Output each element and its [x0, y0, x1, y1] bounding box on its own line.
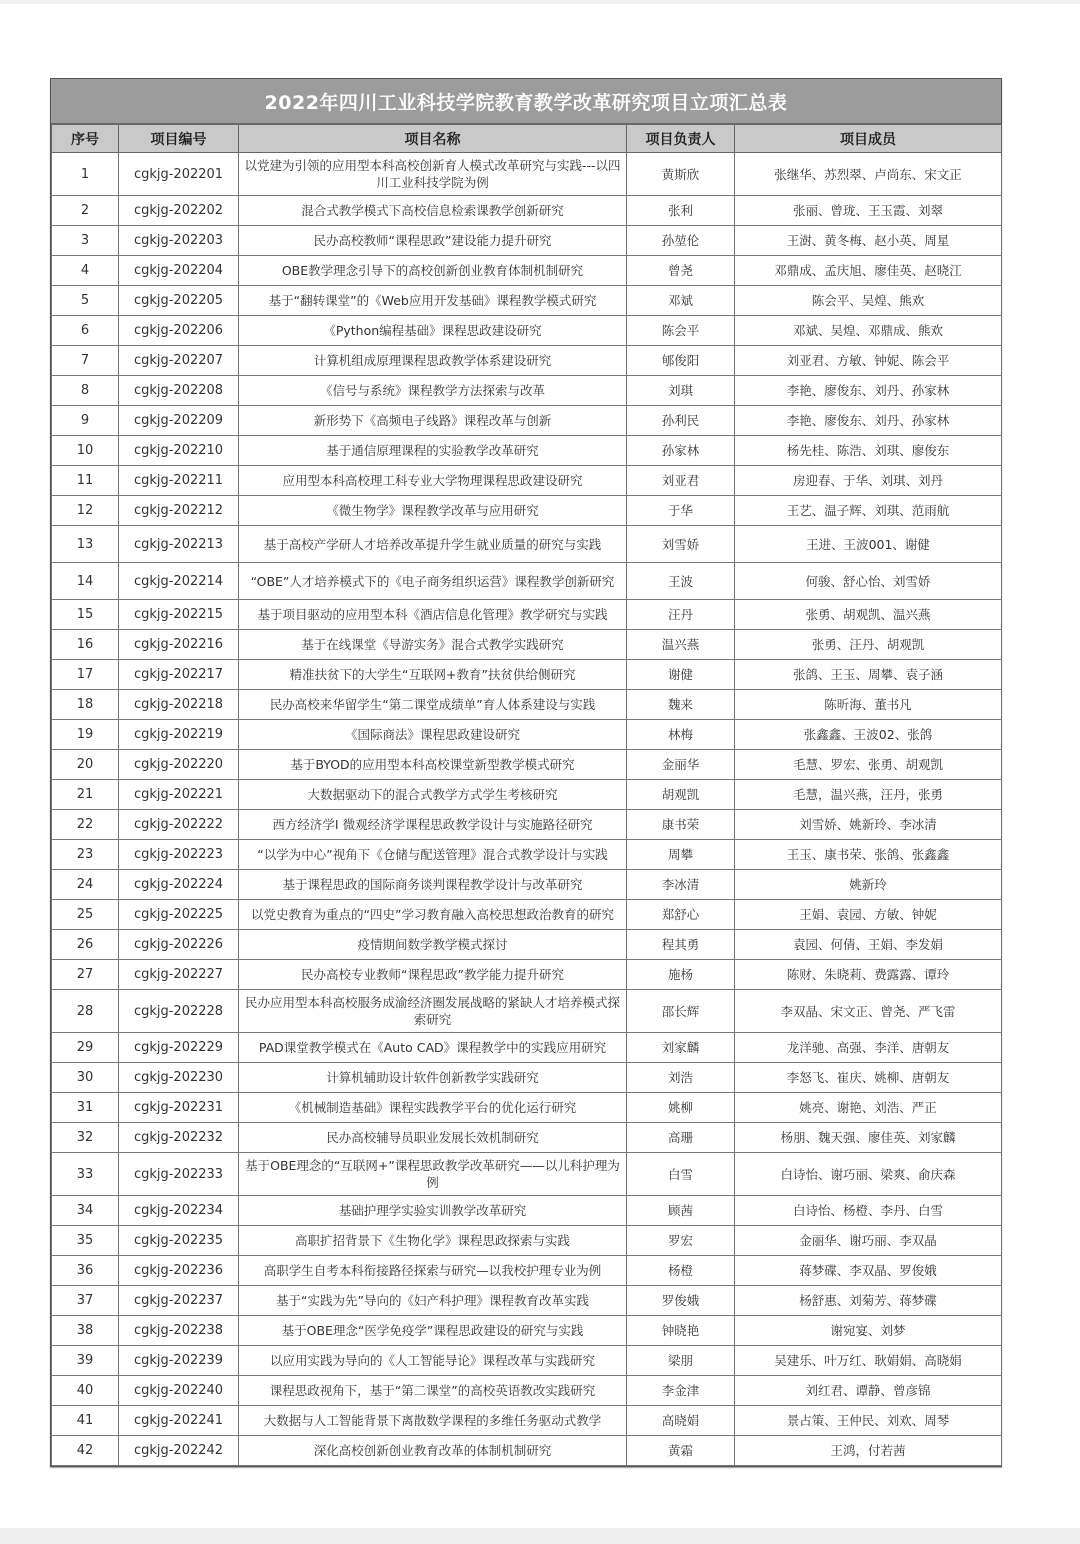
project-leader: 程其勇 — [627, 930, 735, 960]
row-number: 12 — [52, 496, 119, 526]
project-leader: 孙堃伦 — [627, 226, 735, 256]
project-members: 何骏、舒心怡、刘雪娇 — [735, 563, 1002, 600]
row-number: 1 — [52, 153, 119, 196]
table-row — [52, 406, 1002, 436]
project-code: cgkjg-202213 — [119, 526, 239, 563]
table-row — [52, 690, 1002, 720]
project-leader: 刘琪 — [627, 376, 735, 406]
project-code: cgkjg-202237 — [119, 1286, 239, 1316]
project-leader: 黄霜 — [627, 1436, 735, 1466]
table-row — [52, 1196, 1002, 1226]
project-members: 刘雪娇、姚新玲、李冰清 — [735, 810, 1002, 840]
project-leader: 王波 — [627, 563, 735, 600]
table-row — [52, 1376, 1002, 1406]
table-row — [52, 1406, 1002, 1436]
table-row — [52, 1153, 1002, 1196]
project-name: PAD课堂教学模式在《Auto CAD》课程教学中的实践应用研究 — [239, 1033, 627, 1063]
project-code: cgkjg-202201 — [119, 153, 239, 196]
project-name: 《信号与系统》课程教学方法探索与改革 — [239, 376, 627, 406]
project-name: 新形势下《高频电子线路》课程改革与创新 — [239, 406, 627, 436]
project-leader: 郇俊阳 — [627, 346, 735, 376]
project-members: 杨朋、魏天强、廖佳英、刘家麟 — [735, 1123, 1002, 1153]
project-code: cgkjg-202215 — [119, 600, 239, 630]
table-row — [52, 600, 1002, 630]
table-row — [52, 526, 1002, 563]
project-code: cgkjg-202211 — [119, 466, 239, 496]
project-name: 应用型本科高校理工科专业大学物理课程思政建设研究 — [239, 466, 627, 496]
project-name: 《机械制造基础》课程实践教学平台的优化运行研究 — [239, 1093, 627, 1123]
project-leader: 罗俊娥 — [627, 1286, 735, 1316]
table-row — [52, 810, 1002, 840]
project-table — [51, 124, 1002, 1466]
row-number: 37 — [52, 1286, 119, 1316]
project-members: 姚亮、谢艳、刘浩、严正 — [735, 1093, 1002, 1123]
project-code: cgkjg-202207 — [119, 346, 239, 376]
project-name: 大数据与人工智能背景下离散数学课程的多维任务驱动式教学 — [239, 1406, 627, 1436]
project-code: cgkjg-202228 — [119, 990, 239, 1033]
project-code: cgkjg-202227 — [119, 960, 239, 990]
project-code: cgkjg-202202 — [119, 196, 239, 226]
project-members: 谢宛宴、刘梦 — [735, 1316, 1002, 1346]
project-members: 张勇、汪丹、胡观凯 — [735, 630, 1002, 660]
row-number: 28 — [52, 990, 119, 1033]
project-members: 邓斌、吴煌、邓鼎成、熊欢 — [735, 316, 1002, 346]
row-number: 18 — [52, 690, 119, 720]
table-row — [52, 1093, 1002, 1123]
project-code: cgkjg-202216 — [119, 630, 239, 660]
row-number: 11 — [52, 466, 119, 496]
project-leader: 施杨 — [627, 960, 735, 990]
table-row — [52, 226, 1002, 256]
project-name: 基于OBE理念的“互联网+”课程思政教学改革研究——以儿科护理为例 — [239, 1153, 627, 1196]
project-members: 景占策、王仲民、刘欢、周琴 — [735, 1406, 1002, 1436]
project-leader: 林梅 — [627, 720, 735, 750]
project-name: 深化高校创新创业教育改革的体制机制研究 — [239, 1436, 627, 1466]
table-row — [52, 1063, 1002, 1093]
project-code: cgkjg-202238 — [119, 1316, 239, 1346]
table-row — [52, 196, 1002, 226]
project-code: cgkjg-202217 — [119, 660, 239, 690]
project-members: 李双晶、宋文正、曾尧、严飞雷 — [735, 990, 1002, 1033]
project-leader: 郑舒心 — [627, 900, 735, 930]
project-code: cgkjg-202206 — [119, 316, 239, 346]
row-number: 41 — [52, 1406, 119, 1436]
table-row — [52, 870, 1002, 900]
row-number: 26 — [52, 930, 119, 960]
project-members: 陈昕海、董书凡 — [735, 690, 1002, 720]
project-members: 刘亚君、方敏、钟妮、陈会平 — [735, 346, 1002, 376]
project-name: 民办高校专业教师“课程思政”教学能力提升研究 — [239, 960, 627, 990]
table-row — [52, 376, 1002, 406]
project-code: cgkjg-202240 — [119, 1376, 239, 1406]
project-name: 《国际商法》课程思政建设研究 — [239, 720, 627, 750]
project-members: 毛慧，温兴燕，汪丹，张勇 — [735, 780, 1002, 810]
table-row — [52, 750, 1002, 780]
project-members: 袁园、何倩、王娟、李发娟 — [735, 930, 1002, 960]
project-name: 民办高校辅导员职业发展长效机制研究 — [239, 1123, 627, 1153]
table-row — [52, 286, 1002, 316]
project-members: 张丽、曾珑、王玉霞、刘翠 — [735, 196, 1002, 226]
project-leader: 黄斯欣 — [627, 153, 735, 196]
row-number: 35 — [52, 1226, 119, 1256]
table-row — [52, 630, 1002, 660]
project-name: 以应用实践为导向的《人工智能导论》课程改革与实践研究 — [239, 1346, 627, 1376]
project-members: 吴建乐、叶万红、耿娟娟、高晓娟 — [735, 1346, 1002, 1376]
table-row — [52, 1316, 1002, 1346]
project-leader: 胡观凯 — [627, 780, 735, 810]
project-code: cgkjg-202204 — [119, 256, 239, 286]
header-no: 序号 — [52, 125, 119, 153]
project-leader: 邵长辉 — [627, 990, 735, 1033]
table-row — [52, 1436, 1002, 1466]
table-row — [52, 720, 1002, 750]
project-name: 基于通信原理课程的实验教学改革研究 — [239, 436, 627, 466]
row-number: 15 — [52, 600, 119, 630]
project-members: 王澍、黄冬梅、赵小英、周星 — [735, 226, 1002, 256]
project-leader: 康书荣 — [627, 810, 735, 840]
project-name: 基于“实践为先”导向的《妇产科护理》课程教育改革实践 — [239, 1286, 627, 1316]
project-code: cgkjg-202218 — [119, 690, 239, 720]
table-row — [52, 930, 1002, 960]
row-number: 40 — [52, 1376, 119, 1406]
table-row — [52, 900, 1002, 930]
project-name: 基于“翻转课堂”的《Web应用开发基础》课程教学模式研究 — [239, 286, 627, 316]
project-code: cgkjg-202226 — [119, 930, 239, 960]
table-row — [52, 1033, 1002, 1063]
table-row — [52, 316, 1002, 346]
table-row — [52, 436, 1002, 466]
table-row — [52, 1226, 1002, 1256]
row-number: 16 — [52, 630, 119, 660]
row-number: 39 — [52, 1346, 119, 1376]
project-members: 房迎春、于华、刘琪、刘丹 — [735, 466, 1002, 496]
project-code: cgkjg-202203 — [119, 226, 239, 256]
project-leader: 孙家林 — [627, 436, 735, 466]
project-leader: 梁朋 — [627, 1346, 735, 1376]
row-number: 14 — [52, 563, 119, 600]
row-number: 24 — [52, 870, 119, 900]
table-row — [52, 990, 1002, 1033]
project-code: cgkjg-202231 — [119, 1093, 239, 1123]
row-number: 7 — [52, 346, 119, 376]
table-row — [52, 153, 1002, 196]
header-members: 项目成员 — [735, 125, 1002, 153]
project-code: cgkjg-202241 — [119, 1406, 239, 1436]
row-number: 22 — [52, 810, 119, 840]
project-code: cgkjg-202239 — [119, 1346, 239, 1376]
project-code: cgkjg-202225 — [119, 900, 239, 930]
project-name: 计算机辅助设计软件创新教学实践研究 — [239, 1063, 627, 1093]
project-leader: 钟晓艳 — [627, 1316, 735, 1346]
project-members: 张继华、苏烈翠、卢尚东、宋文正 — [735, 153, 1002, 196]
project-code: cgkjg-202219 — [119, 720, 239, 750]
project-code: cgkjg-202208 — [119, 376, 239, 406]
project-name: 基于OBE理念“医学免疫学”课程思政建设的研究与实践 — [239, 1316, 627, 1346]
row-number: 13 — [52, 526, 119, 563]
project-name: 计算机组成原理课程思政教学体系建设研究 — [239, 346, 627, 376]
row-number: 34 — [52, 1196, 119, 1226]
project-members: 李艳、廖俊东、刘丹、孙家林 — [735, 376, 1002, 406]
project-name: OBE教学理念引导下的高校创新创业教育体制机制研究 — [239, 256, 627, 286]
project-name: 高职学生自考本科衔接路径探索与研究—以我校护理专业为例 — [239, 1256, 627, 1286]
project-members: 陈财、朱晓莉、费露露、谭玲 — [735, 960, 1002, 990]
project-name: 以党建为引领的应用型本科高校创新育人模式改革研究与实践---以四川工业科技学院为例 — [239, 153, 627, 196]
row-number: 21 — [52, 780, 119, 810]
table-row — [52, 496, 1002, 526]
project-leader: 白雪 — [627, 1153, 735, 1196]
sheet-title: 2022年四川工业科技学院教育教学改革研究项目立项汇总表 — [51, 79, 1001, 124]
row-number: 42 — [52, 1436, 119, 1466]
project-leader: 汪丹 — [627, 600, 735, 630]
row-number: 27 — [52, 960, 119, 990]
row-number: 33 — [52, 1153, 119, 1196]
project-code: cgkjg-202235 — [119, 1226, 239, 1256]
project-name: 课程思政视角下，基于“第二课堂”的高校英语教改实践研究 — [239, 1376, 627, 1406]
project-members: 王艺、温子辉、刘琪、范雨航 — [735, 496, 1002, 526]
project-name: 民办高校教师“课程思政”建设能力提升研究 — [239, 226, 627, 256]
project-members: 毛慧、罗宏、张勇、胡观凯 — [735, 750, 1002, 780]
project-members: 张鑫鑫、王波02、张鸽 — [735, 720, 1002, 750]
header-leader: 项目负责人 — [627, 125, 735, 153]
project-code: cgkjg-202209 — [119, 406, 239, 436]
project-members: 王娟、袁园、方敏、钟妮 — [735, 900, 1002, 930]
project-members: 陈会平、吴煌、熊欢 — [735, 286, 1002, 316]
project-leader: 刘家麟 — [627, 1033, 735, 1063]
project-name: 以党史教育为重点的“四史”学习教育融入高校思想政治教育的研究 — [239, 900, 627, 930]
row-number: 8 — [52, 376, 119, 406]
project-leader: 高珊 — [627, 1123, 735, 1153]
project-name: “OBE”人才培养模式下的《电子商务组织运营》课程教学创新研究 — [239, 563, 627, 600]
project-name: 基于项目驱动的应用型本科《酒店信息化管理》教学研究与实践 — [239, 600, 627, 630]
project-leader: 刘亚君 — [627, 466, 735, 496]
header-row — [52, 125, 1002, 153]
project-name: 基础护理学实验实训教学改革研究 — [239, 1196, 627, 1226]
project-name: “以学为中心”视角下《仓储与配送管理》混合式教学设计与实践 — [239, 840, 627, 870]
project-leader: 高晓娟 — [627, 1406, 735, 1436]
project-code: cgkjg-202214 — [119, 563, 239, 600]
row-number: 25 — [52, 900, 119, 930]
project-code: cgkjg-202210 — [119, 436, 239, 466]
project-summary-sheet — [50, 78, 1002, 1467]
table-row — [52, 660, 1002, 690]
project-leader: 温兴燕 — [627, 630, 735, 660]
table-row — [52, 1346, 1002, 1376]
project-name: 西方经济学Ⅰ 微观经济学课程思政教学设计与实施路径研究 — [239, 810, 627, 840]
project-members: 金丽华、谢巧丽、李双晶 — [735, 1226, 1002, 1256]
header-name: 项目名称 — [239, 125, 627, 153]
row-number: 9 — [52, 406, 119, 436]
project-leader: 罗宏 — [627, 1226, 735, 1256]
table-row — [52, 1256, 1002, 1286]
project-code: cgkjg-202223 — [119, 840, 239, 870]
row-number: 20 — [52, 750, 119, 780]
project-code: cgkjg-202234 — [119, 1196, 239, 1226]
project-members: 龙洋驰、高强、李洋、唐朝友 — [735, 1033, 1002, 1063]
row-number: 10 — [52, 436, 119, 466]
row-number: 31 — [52, 1093, 119, 1123]
row-number: 6 — [52, 316, 119, 346]
row-number: 19 — [52, 720, 119, 750]
table-row — [52, 563, 1002, 600]
project-code: cgkjg-202230 — [119, 1063, 239, 1093]
project-members: 蒋梦碟、李双晶、罗俊娥 — [735, 1256, 1002, 1286]
project-code: cgkjg-202205 — [119, 286, 239, 316]
project-code: cgkjg-202236 — [119, 1256, 239, 1286]
project-code: cgkjg-202220 — [119, 750, 239, 780]
row-number: 32 — [52, 1123, 119, 1153]
project-members: 张勇、胡观凯、温兴燕 — [735, 600, 1002, 630]
project-name: 基于课程思政的国际商务谈判课程教学设计与改革研究 — [239, 870, 627, 900]
project-leader: 刘浩 — [627, 1063, 735, 1093]
project-leader: 姚柳 — [627, 1093, 735, 1123]
project-leader: 杨橙 — [627, 1256, 735, 1286]
row-number: 17 — [52, 660, 119, 690]
bottom-edge — [0, 1528, 1080, 1544]
project-leader: 刘雪娇 — [627, 526, 735, 563]
project-name: 高职扩招背景下《生物化学》课程思政探索与实践 — [239, 1226, 627, 1256]
top-edge — [0, 0, 1080, 4]
project-leader: 周攀 — [627, 840, 735, 870]
table-row — [52, 256, 1002, 286]
header-code: 项目编号 — [119, 125, 239, 153]
project-name: 《Python编程基础》课程思政建设研究 — [239, 316, 627, 346]
project-code: cgkjg-202212 — [119, 496, 239, 526]
project-members: 白诗怡、谢巧丽、梁爽、俞庆森 — [735, 1153, 1002, 1196]
project-members: 杨舒惠、刘菊芳、蒋梦碟 — [735, 1286, 1002, 1316]
project-code: cgkjg-202224 — [119, 870, 239, 900]
project-code: cgkjg-202221 — [119, 780, 239, 810]
project-leader: 邓斌 — [627, 286, 735, 316]
table-row — [52, 840, 1002, 870]
project-leader: 曾尧 — [627, 256, 735, 286]
project-code: cgkjg-202232 — [119, 1123, 239, 1153]
project-leader: 金丽华 — [627, 750, 735, 780]
project-leader: 谢健 — [627, 660, 735, 690]
table-row — [52, 346, 1002, 376]
project-members: 张鸽、王玉、周攀、袁子涵 — [735, 660, 1002, 690]
project-members: 王进、王波001、谢健 — [735, 526, 1002, 563]
project-name: 混合式教学模式下高校信息检索课教学创新研究 — [239, 196, 627, 226]
project-name: 基于高校产学研人才培养改革提升学生就业质量的研究与实践 — [239, 526, 627, 563]
project-name: 民办应用型本科高校服务成渝经济圈发展战略的紧缺人才培养模式探索研究 — [239, 990, 627, 1033]
project-name: 基于BYOD的应用型本科高校课堂新型教学模式研究 — [239, 750, 627, 780]
project-name: 《微生物学》课程教学改革与应用研究 — [239, 496, 627, 526]
project-members: 王鸿，付若茜 — [735, 1436, 1002, 1466]
row-number: 38 — [52, 1316, 119, 1346]
project-members: 姚新玲 — [735, 870, 1002, 900]
row-number: 5 — [52, 286, 119, 316]
project-leader: 顾茜 — [627, 1196, 735, 1226]
project-name: 疫情期间数学教学模式探讨 — [239, 930, 627, 960]
project-leader: 李冰清 — [627, 870, 735, 900]
row-number: 29 — [52, 1033, 119, 1063]
project-leader: 魏来 — [627, 690, 735, 720]
table-row — [52, 466, 1002, 496]
project-name: 民办高校来华留学生“第二课堂成绩单”育人体系建设与实践 — [239, 690, 627, 720]
table-row — [52, 1286, 1002, 1316]
project-code: cgkjg-202229 — [119, 1033, 239, 1063]
project-members: 白诗怡、杨橙、李丹、白雪 — [735, 1196, 1002, 1226]
project-members: 刘红君、谭静、曾彦锦 — [735, 1376, 1002, 1406]
row-number: 2 — [52, 196, 119, 226]
row-number: 23 — [52, 840, 119, 870]
project-members: 邓鼎成、孟庆旭、廖佳英、赵晓江 — [735, 256, 1002, 286]
project-leader: 于华 — [627, 496, 735, 526]
project-code: cgkjg-202222 — [119, 810, 239, 840]
project-name: 精准扶贫下的大学生“互联网+教育”扶贫供给侧研究 — [239, 660, 627, 690]
project-members: 王玉、康书荣、张鸽、张鑫鑫 — [735, 840, 1002, 870]
project-members: 李怒飞、崔庆、姚柳、唐朝友 — [735, 1063, 1002, 1093]
table-row — [52, 1123, 1002, 1153]
row-number: 4 — [52, 256, 119, 286]
row-number: 30 — [52, 1063, 119, 1093]
project-leader: 陈会平 — [627, 316, 735, 346]
project-leader: 孙利民 — [627, 406, 735, 436]
project-leader: 李金津 — [627, 1376, 735, 1406]
table-row — [52, 960, 1002, 990]
project-name: 基于在线课堂《导游实务》混合式教学实践研究 — [239, 630, 627, 660]
project-leader: 张利 — [627, 196, 735, 226]
project-members: 杨先桂、陈浩、刘琪、廖俊东 — [735, 436, 1002, 466]
project-code: cgkjg-202233 — [119, 1153, 239, 1196]
project-members: 李艳、廖俊东、刘丹、孙家林 — [735, 406, 1002, 436]
project-code: cgkjg-202242 — [119, 1436, 239, 1466]
table-row — [52, 780, 1002, 810]
row-number: 3 — [52, 226, 119, 256]
row-number: 36 — [52, 1256, 119, 1286]
project-name: 大数据驱动下的混合式教学方式学生考核研究 — [239, 780, 627, 810]
